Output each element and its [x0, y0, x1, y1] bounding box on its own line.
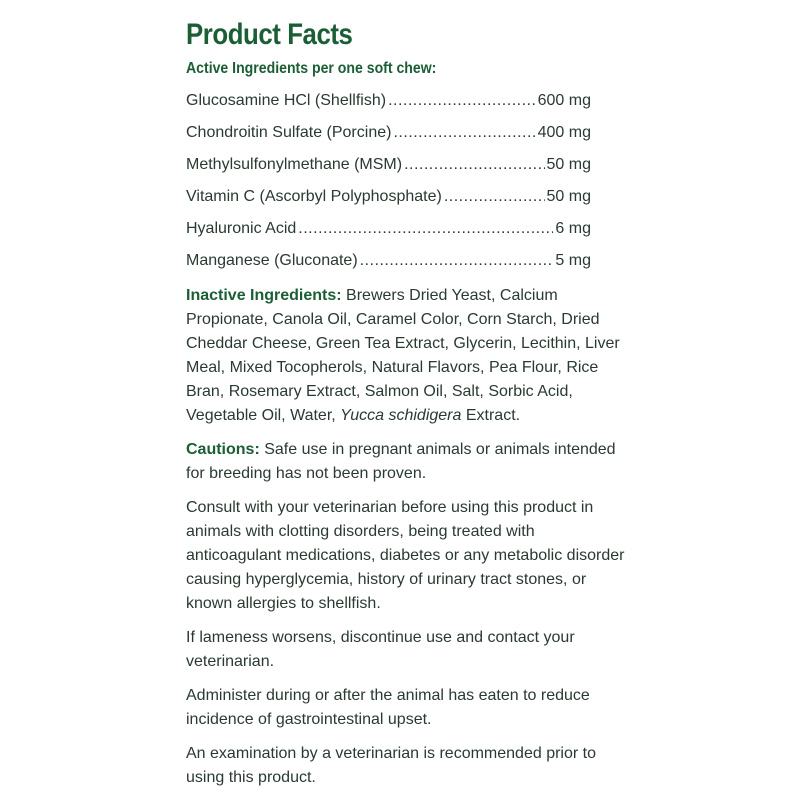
ingredient-name: Vitamin C (Ascorbyl Polyphosphate) — [186, 188, 442, 205]
inactive-ingredients-text: Brewers Dried Yeast, Calcium Propionate, Canola Oil, Caramel Color, Corn Starch, Dried Cheddar Cheese, Green Tea Extract, Glycerin, Lecithin, Liver Meal, Mixed Tocopherols, Natural Flavors, Pea Flour, Rice Bran, Rosemary Extract, Salmon Oil, Salt, Sorbic Acid, Vegetable Oil, Water, — [186, 287, 620, 424]
cautions-paragraph — [186, 438, 626, 486]
ingredient-amount: 5 mg — [555, 252, 591, 269]
ingredient-name: Chondroitin Sulfate (Porcine) — [186, 124, 392, 141]
ingredient-amount: 600 mg — [537, 92, 591, 109]
dot-leader — [298, 220, 553, 238]
active-ingredients-heading: Active Ingredients per one soft chew: — [186, 60, 437, 77]
examination-paragraph: An examination by a veterinarian is recommended prior to using this product. — [186, 745, 596, 786]
ingredient-row — [186, 156, 591, 188]
ingredient-name: Glucosamine HCl (Shellfish) — [186, 92, 387, 109]
inactive-ingredients-label: Inactive Ingredients: — [186, 287, 342, 304]
product-facts-title: Product Facts — [186, 18, 353, 51]
ingredient-amount: 400 mg — [537, 124, 591, 141]
inactive-ingredients-italic: Yucca schidigera — [340, 407, 462, 424]
ingredient-amount: 6 mg — [555, 220, 591, 237]
dot-leader — [388, 92, 536, 110]
dot-leader — [360, 252, 554, 270]
lameness-paragraph: If lameness worsens, discontinue use and contact your veterinarian. — [186, 629, 575, 670]
cautions-text: Safe use in pregnant animals or animals intended for breeding has not been proven. — [186, 441, 616, 482]
ingredient-row — [186, 188, 591, 220]
ingredient-row — [186, 92, 591, 124]
ingredient-name: Hyaluronic Acid — [186, 220, 297, 237]
dot-leader — [404, 156, 544, 174]
ingredient-row — [186, 124, 591, 156]
ingredient-row — [186, 220, 591, 252]
dot-leader — [444, 188, 545, 206]
ingredient-name: Manganese (Gluconate) — [186, 252, 358, 269]
ingredient-amount: 50 mg — [546, 156, 591, 173]
product-facts-panel — [186, 18, 626, 790]
administer-paragraph: Administer during or after the animal has eaten to reduce incidence of gastrointestinal upset. — [186, 687, 590, 728]
inactive-ingredients-paragraph — [186, 284, 626, 428]
ingredient-name: Methylsulfonylmethane (MSM) — [186, 156, 403, 173]
consult-paragraph: Consult with your veterinarian before using this product in animals with clotting disorders, being treated with anticoagulant medications, diabetes or any metabolic disorder causing hyperglycemia, history of urinary tract stones, or known allergies to shellfish. — [186, 499, 625, 612]
cautions-label: Cautions: — [186, 441, 260, 458]
inactive-ingredients-end: Extract. — [461, 407, 521, 424]
ingredient-amount: 50 mg — [546, 188, 591, 205]
dot-leader — [393, 124, 535, 142]
ingredient-row — [186, 252, 591, 284]
active-ingredients-list — [186, 92, 626, 284]
